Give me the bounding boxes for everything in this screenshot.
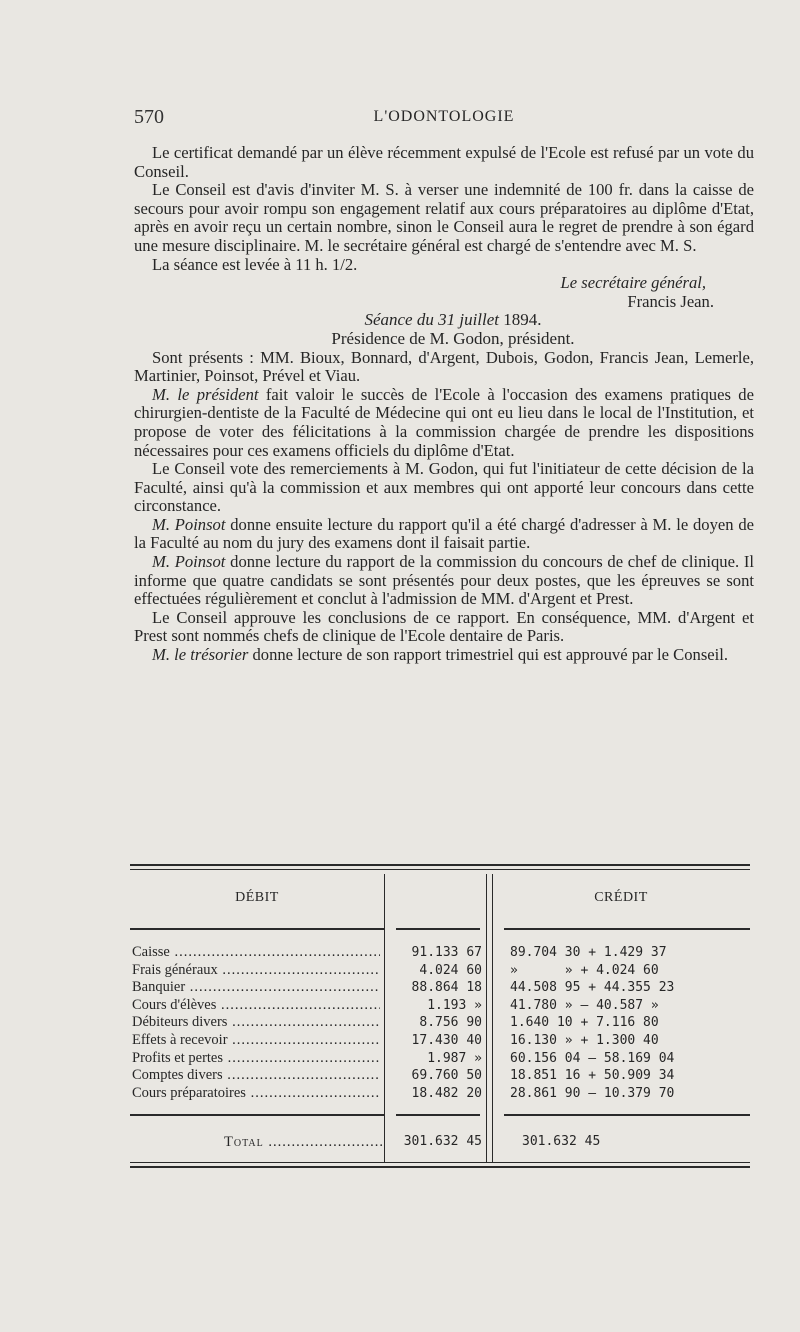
seance-heading [134,311,754,330]
row-credit: 60.156 04 — 58.169 04 [510,1050,675,1066]
text-poinsot-1: donne ensuite lecture du rapport qu'il a été chargé d'adresser à M. le doyen de la Faculté au nom du jury des examens dont il faisait partie. [134,514,754,553]
table-row [130,1050,750,1068]
total-rule-debit [396,1114,480,1116]
paragraph-presents: Sont présents : MM. Bioux, Bonnard, d'Argent, Dubois, Godon, Francis Jean, Lemerle, Martinier, Poinsot, Prével et Viau. [134,347,754,386]
debit-header: DÉBIT [235,890,279,905]
row-credit: 89.704 30 + 1.429 37 [510,945,667,960]
table-row [130,1032,750,1050]
row-debit: 69.760 50 [411,1068,482,1084]
row-label: Cours préparatoires ..... [132,1085,380,1103]
total-credit: 301.632 45 [522,1134,601,1149]
table-top-rule-thin [130,869,750,870]
seance-prefix: Séance du 31 [364,310,460,330]
row-label: Frais généraux ..... [132,962,380,980]
paragraph-conclusions: Le Conseil approuve les conclusions de ce rapport. En conséquence, MM. d'Argent et Prest sont nommés chefs de clinique de l'Ecole dentaire de Paris. [134,607,754,646]
row-credit: 41.780 » — 40.587 » [510,997,659,1013]
text-poinsot-2: donne lecture du rapport de la commission du concours de chef de clinique. Il informe que quatre candidats se sont présentés pour deux postes, que les épreuves se sont effectuées régulièrement et conclut à l'admission de MM. d'Argent et Prest. [134,552,754,609]
table-bottom-rule-thin [130,1162,750,1163]
row-debit: 17.430 40 [411,1032,482,1048]
table-top-rule [130,864,750,866]
text-tresorier: donne lecture de son rapport trimestriel qui est approuvé par le Conseil. [248,645,729,665]
accounts-table [130,864,750,1170]
row-debit: 1.987 » [427,1050,482,1066]
paragraph-president [134,386,754,460]
body-text [134,144,754,665]
paragraph-seance-levee: La séance est levée à 11 h. 1/2. [152,254,358,274]
total-rule-credit [504,1114,750,1116]
row-credit: » » + 4.024 60 [510,962,659,978]
presidence-line: Présidence de M. Godon, président. [331,328,575,348]
row-label: Cours d'élèves ..... [132,997,380,1015]
lead-poinsot-1: M. Poinsot [152,514,226,534]
signature-role: Le secrétaire général, [560,273,706,293]
table-row [130,1067,750,1085]
table-bottom-rule [130,1166,750,1168]
row-credit: 44.508 95 + 44.355 23 [510,980,675,996]
table-row [130,1085,750,1103]
paragraph-remerciements: Le Conseil vote des remerciements à M. Godon, qui fut l'initiateur de cette décision de la Faculté, ainsi qu'à la commission et aux membres qui ont apporté leur concours dans cette circonstance. [134,459,754,516]
row-label: Débiteurs divers ..... [132,1014,380,1032]
seance-year: 1894. [499,310,542,330]
lead-tresorier: M. le trésorier [152,645,249,665]
row-label: Caisse ..... [132,944,380,962]
table-row [130,962,750,980]
row-debit: 8.756 90 [419,1015,482,1031]
row-credit: 16.130 » + 1.300 40 [510,1032,659,1048]
paragraph-poinsot-rapport [134,516,754,553]
table-row [130,944,750,962]
row-debit: 1.193 » [427,997,482,1013]
total-rule-left [130,1114,384,1116]
header-rule-debit [396,928,480,930]
row-debit: 88.864 18 [411,980,482,996]
row-label: Effets à recevoir ..... [132,1032,380,1050]
paragraph-indemnite: Le Conseil est d'avis d'inviter M. S. à verser une indemnité de 100 fr. dans la caisse de secours pour avoir rompu son engagement relatif aux cours préparatoires au diplôme d'Etat, après en avoir reçu un certain nombre, sinon le Conseil aura le regret de prendre à son égard une mesure disciplinaire. M. le secrétaire général est chargé de s'entendre avec M. S. [134,180,754,255]
row-debit: 91.133 67 [411,945,482,960]
row-credit: 1.640 10 + 7.116 80 [510,1015,659,1031]
page-header [134,106,754,130]
table-row [130,1014,750,1032]
row-credit: 18.851 16 + 50.909 34 [510,1068,675,1084]
row-credit: 28.861 90 — 10.379 70 [510,1085,675,1101]
paragraph-certificat: Le certificat demandé par un élève récemment expulsé de l'Ecole est refusé par un vote du Conseil. [134,143,754,181]
row-label: Banquier ..... [132,979,380,997]
lead-president: M. le président [152,384,259,404]
text-president: fait valoir le succès de l'Ecole à l'occasion des examens pratiques de chirurgien-dentiste de la Faculté de Médecine qui ont eu lieu dans le local de l'Institution, et propose de voter des félicitations à la commission chargée de prendre les dispositions nécessaires pour ces examens officiels du diplôme d'Etat. [134,384,754,460]
header-rule-credit [504,928,750,930]
page-number: 570 [134,106,164,128]
total-label: Total ..... [224,1134,384,1151]
total-debit: 301.632 45 [403,1134,482,1149]
table-row [130,979,750,997]
lead-poinsot-2: M. Poinsot [152,552,226,572]
seance-month: juillet [459,310,500,330]
row-debit: 4.024 60 [419,962,482,978]
table-row [130,997,750,1015]
running-title: L'ODONTOLOGIE [373,108,515,125]
paragraph-tresorier [134,646,754,665]
signature-name: Francis Jean. [627,291,714,311]
row-label: Comptes divers ..... [132,1067,380,1085]
table-rows [130,944,750,1102]
header-rule-left [130,928,384,930]
credit-header: CRÉDIT [594,890,648,905]
paragraph-poinsot-concours [134,553,754,609]
row-label: Profits et pertes ..... [132,1050,380,1068]
row-debit: 18.482 20 [411,1085,482,1101]
